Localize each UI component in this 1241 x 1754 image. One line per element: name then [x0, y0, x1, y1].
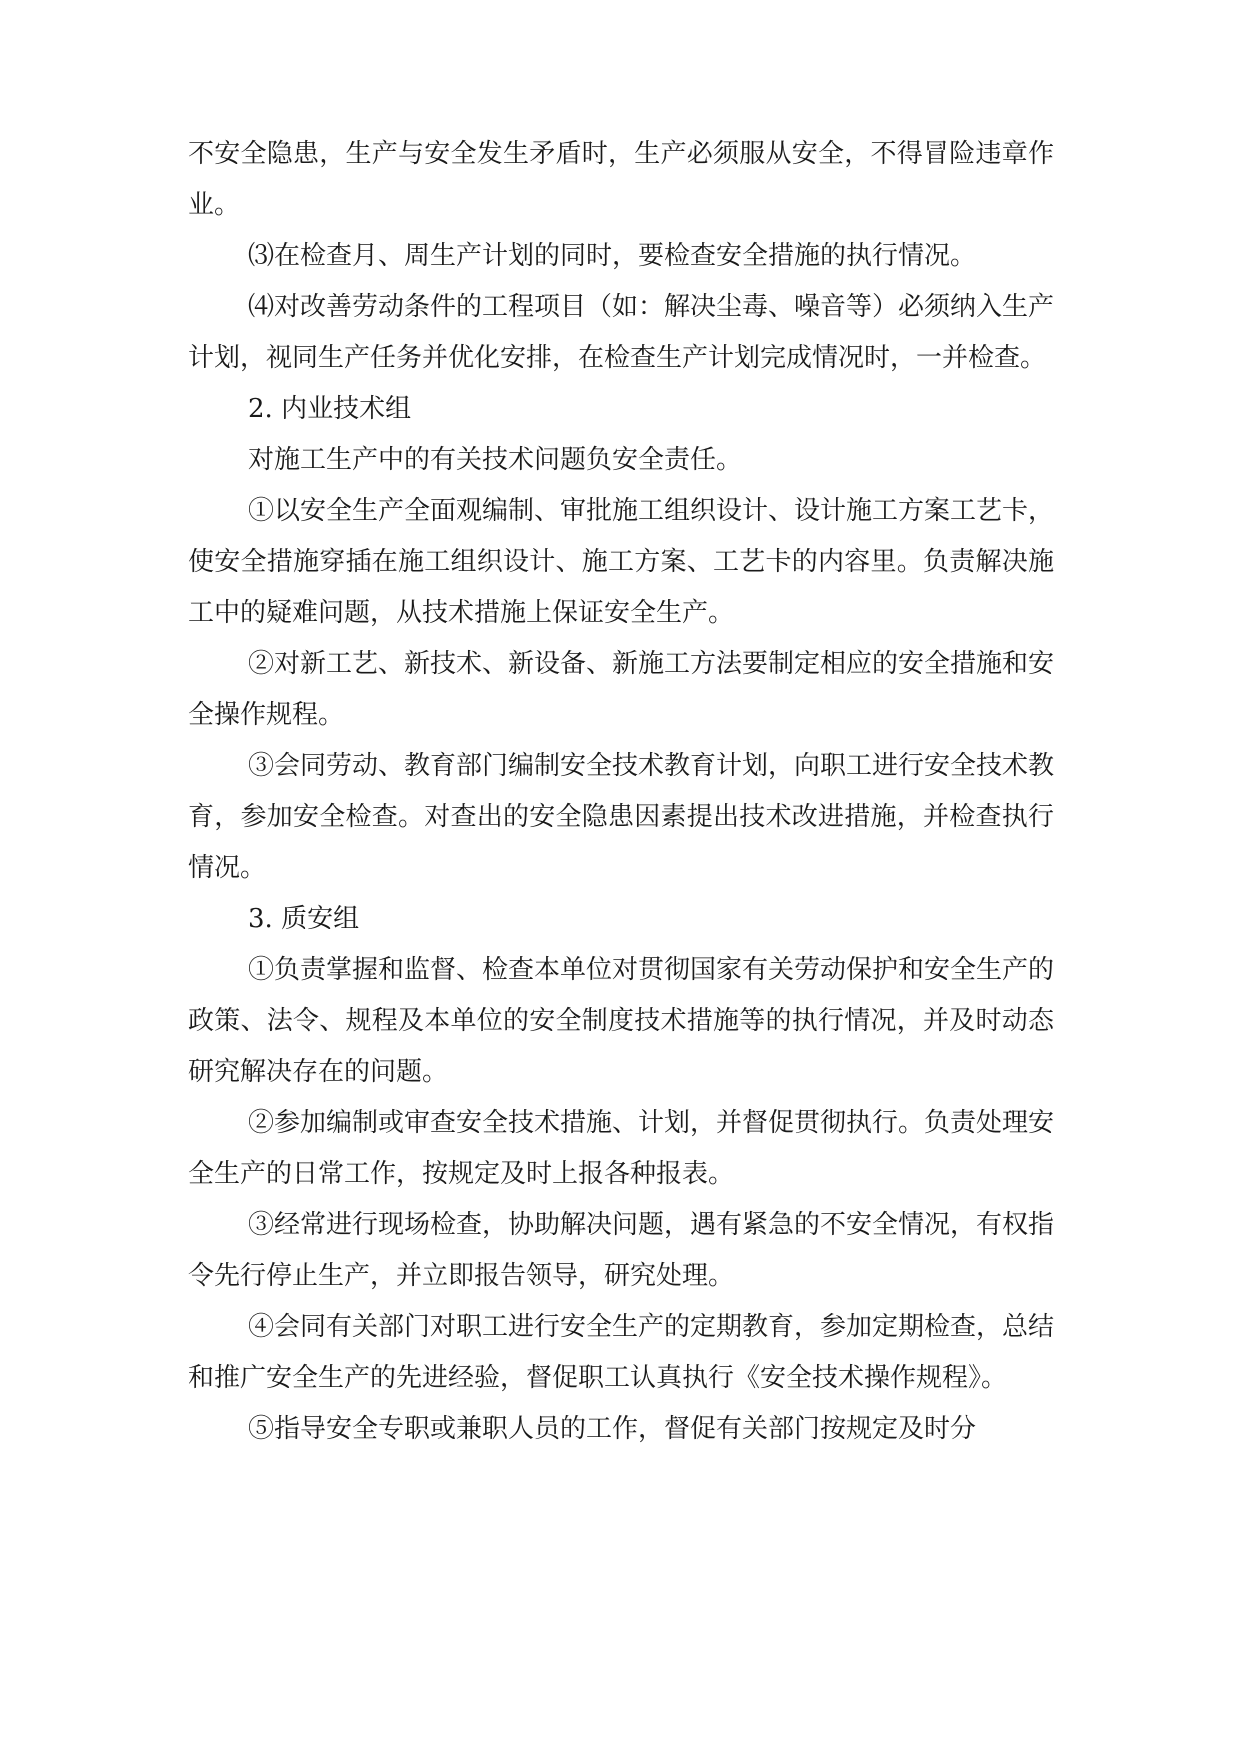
section-heading-quality-safety-group: 3. 质安组 — [248, 904, 360, 934]
paragraph-tech-item-1: ①以安全生产全面观编制、审批施工组织设计、设计施工方案工艺卡，使安全措施穿插在施工组织设计、施工方案、工艺卡的内容里。负责解决施工中的疑难问题，从技术措施上保证安全生产。 — [188, 496, 1055, 628]
paragraph-qs-item-1: ①负责掌握和监督、检查本单位对贯彻国家有关劳动保护和安全生产的政策、法令、规程及本单位的安全制度技术措施等的执行情况，并及时动态研究解决存在的问题。 — [188, 955, 1055, 1087]
paragraph-qs-item-4: ④会同有关部门对职工进行安全生产的定期教育，参加定期检查，总结和推广安全生产的先进经验，督促职工认真执行《安全技术操作规程》。 — [188, 1312, 1055, 1393]
paragraph-tech-responsibility: 对施工生产中的有关技术问题负安全责任。 — [248, 445, 743, 475]
paragraph-item-4: ⑷对改善劳动条件的工程项目（如：解决尘毒、噪音等）必须纳入生产计划，视同生产任务并优化安排，在检查生产计划完成情况时，一并检查。 — [188, 292, 1055, 373]
document-body — [188, 129, 1054, 1455]
paragraph-continuation: 不安全隐患，生产与安全发生矛盾时，生产必须服从安全，不得冒险违章作业。 — [188, 139, 1054, 220]
paragraph-qs-item-3: ③经常进行现场检查，协助解决问题，遇有紧急的不安全情况，有权指令先行停止生产，并立即报告领导，研究处理。 — [188, 1210, 1055, 1291]
paragraph-tech-item-3: ③会同劳动、教育部门编制安全技术教育计划，向职工进行安全技术教育，参加安全检查。对查出的安全隐患因素提出技术改进措施，并检查执行情况。 — [188, 751, 1055, 883]
paragraph-qs-item-2: ②参加编制或审查安全技术措施、计划，并督促贯彻执行。负责处理安全生产的日常工作，按规定及时上报各种报表。 — [188, 1108, 1055, 1189]
paragraph-tech-item-2: ②对新工艺、新技术、新设备、新施工方法要制定相应的安全措施和安全操作规程。 — [188, 649, 1055, 730]
section-heading-internal-tech-group: 2. 内业技术组 — [248, 394, 412, 424]
paragraph-item-3: ⑶在检查月、周生产计划的同时，要检查安全措施的执行情况。 — [248, 241, 977, 271]
paragraph-qs-item-5: ⑤指导安全专职或兼职人员的工作，督促有关部门按规定及时分 — [248, 1414, 977, 1444]
